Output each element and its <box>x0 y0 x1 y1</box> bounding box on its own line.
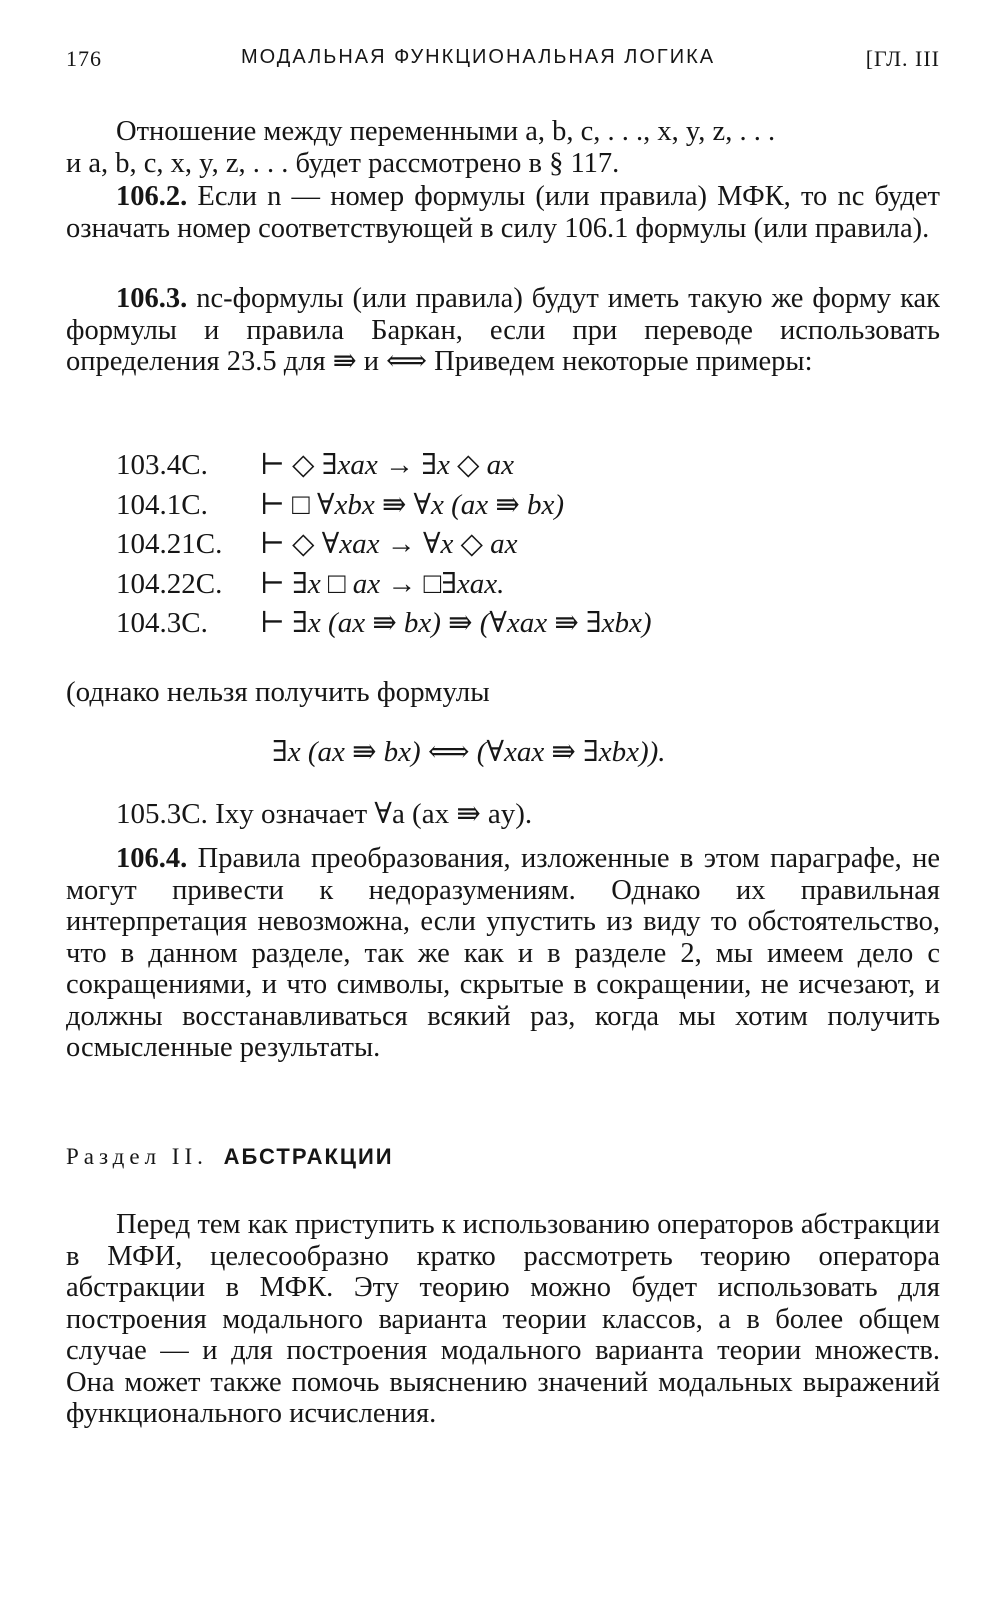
paragraph-text: Если n — номер формулы (или правила) МФК, то nc будет означать номер соответствующей в силу 106.1 формулы (или правила). <box>66 181 941 244</box>
running-header <box>66 46 940 76</box>
section-paragraph <box>66 1209 940 1430</box>
formula-number: 104.3C. <box>116 607 208 639</box>
chapter-marker: [ГЛ. III <box>865 46 940 71</box>
paragraph-106-2 <box>66 181 940 244</box>
formula-expression: ⊢ ◇ ∃xax → ∃x ◇ ax <box>260 449 514 481</box>
section-heading <box>66 1144 394 1170</box>
formula-row <box>116 565 652 605</box>
formula-number: 104.1C. <box>116 488 208 521</box>
formula-expression: ⊢ ∃x (ax ⇛ bx) ⇛ (∀xax ⇛ ∃xbx) <box>260 607 652 639</box>
formula-list <box>116 446 652 644</box>
formula-expression: ⊢ ∃x □ ax → □∃xax. <box>260 567 505 600</box>
page-number: 176 <box>66 46 102 71</box>
centered-formula: ∃x (ax ⇛ bx) ⟺ (∀xax ⇛ ∃xbx)). <box>272 736 666 768</box>
paragraph-106-3 <box>66 283 940 378</box>
note-line: (однако нельзя получить формулы <box>66 676 490 708</box>
formula-expression: ⊢ □ ∀xbx ⇛ ∀x (ax ⇛ bx) <box>260 488 564 521</box>
paragraph-106-4 <box>66 843 940 1064</box>
intro-line-1: Отношение между переменными a, b, c, . . ., x, y, z, . . . <box>116 116 776 147</box>
paragraph-label: 106.3. <box>116 283 188 314</box>
formula-row <box>116 604 652 644</box>
section-label: Раздел II. <box>66 1144 208 1169</box>
paragraph-text: Перед тем как приступить к использованию операторов абстракции в МФИ, целесообразно кратко рассмотреть теорию оператора абстракции в МФК. Эту теорию можно будет использовать для построения модального варианта теории классов, а в более общем случае — и для построения модального варианта теории множеств. Она может также помочь выяснению значений модальных выражений функционального исчисления. <box>66 1209 940 1429</box>
formula-number: 104.22C. <box>116 567 223 600</box>
formula-expression: ⊢ ◇ ∀xax → ∀x ◇ ax <box>260 528 518 560</box>
section-title: АБСТРАКЦИИ <box>223 1144 394 1169</box>
paragraph-text: Правила преобразования, изложенные в этом параграфе, не могут привести к недоразумениям. Однако их правильная интерпретация невозможна, если упустить из виду то обстоятельство, что в данном разделе, так же как и в разделе 2, мы имеем дело с сокращениями, и что символы, скрытые в сокращении, не исчезают, и должны восстанавливаться всякий раз, когда мы хотим получить осмысленные результаты. <box>66 843 940 1063</box>
paragraph-text: nc-формулы (или правила) будут иметь такую же форму как формулы и правила Баркан, если при переводе использовать определения 23.5 для ⇛ и ⟺ Приведем некоторые примеры: <box>66 283 940 377</box>
formula-number: 104.21C. <box>116 528 223 560</box>
formula-row <box>116 446 652 486</box>
formula-number: 103.4C. <box>116 449 208 481</box>
running-title: МОДАЛЬНАЯ ФУНКЦИОНАЛЬНАЯ ЛОГИКА <box>241 46 716 68</box>
formula-row <box>116 525 652 565</box>
definition-105-3: 105.3C. Ixy означает ∀a (ax ⇛ ay). <box>116 798 533 830</box>
paragraph-label: 106.4. <box>116 843 188 874</box>
paragraph-label: 106.2. <box>116 181 188 212</box>
intro-paragraph <box>66 116 940 179</box>
intro-line-2: и a, b, c, x, y, z, . . . будет рассмотрено в § 117. <box>66 147 620 179</box>
formula-row <box>116 486 652 526</box>
